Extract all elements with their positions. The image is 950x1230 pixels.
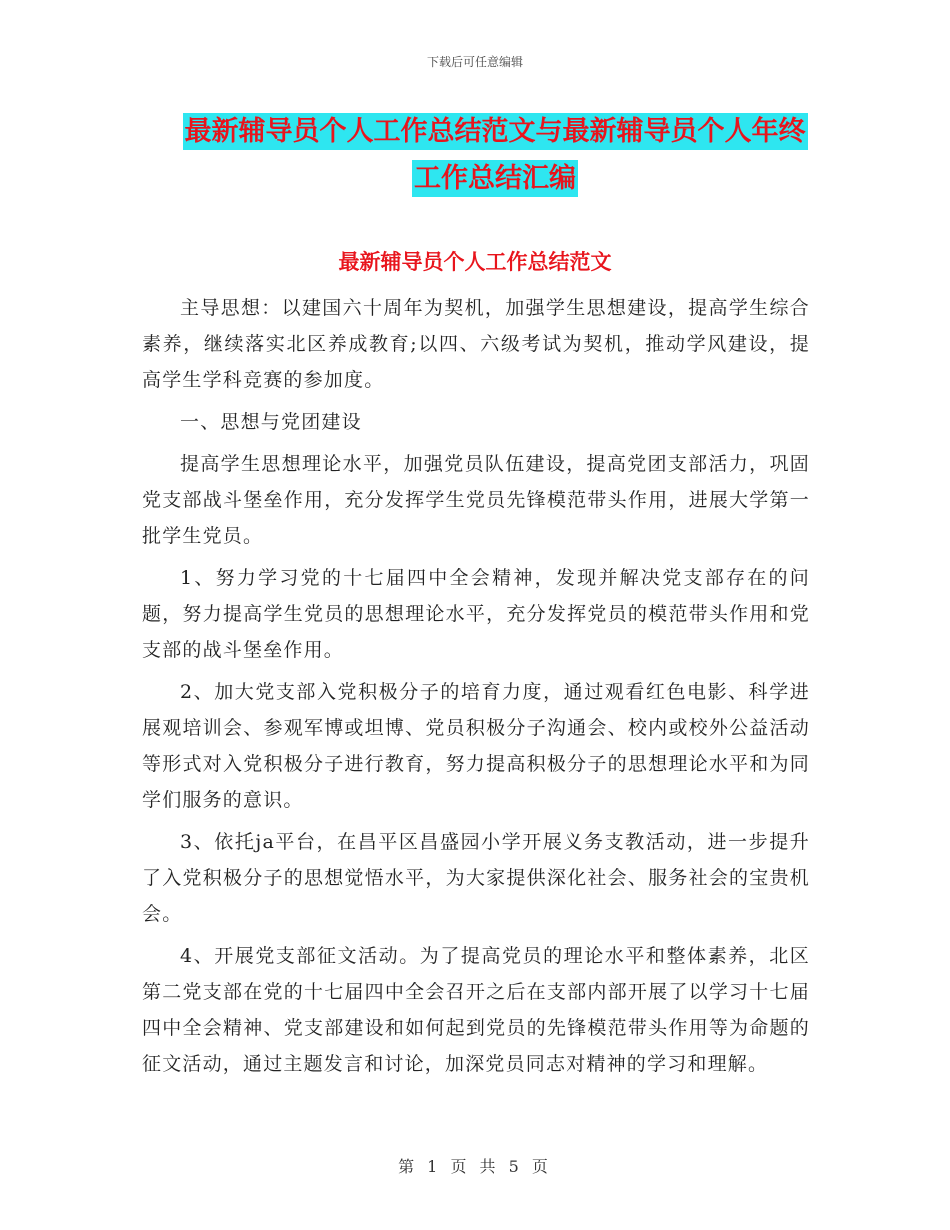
paragraph-3: 1、努力学习党的十七届四中全会精神，发现并解决党支部存在的问题，努力提高学生党员的思想理论水平，充分发挥党员的模范带头作用和党支部的战斗堡垒作用。 xyxy=(142,567,810,661)
paragraph-intro: 主导思想：以建国六十周年为契机，加强学生思想建设，提高学生综合素养，继续落实北区养成教育;以四、六级考试为契机，推动学风建设，提高学生学科竞赛的参加度。 xyxy=(142,297,810,391)
paragraph-4: 2、加大党支部入党积极分子的培育力度，通过观看红色电影、科学进展观培训会、参观军博或坦博、党员积极分子沟通会、校内或校外公益活动等形式对入党积极分子进行教育，努力提高积极分子的思想理论水平和为同学们服务的意识。 xyxy=(142,681,810,811)
document-body xyxy=(142,290,810,1088)
document-title-line2: 工作总结汇编 xyxy=(412,160,578,197)
document-title-line1: 最新辅导员个人工作总结范文与最新辅导员个人年终 xyxy=(183,113,808,150)
page-footer: 第 1 页 共 5 页 xyxy=(398,1157,552,1176)
paragraph-6: 4、开展党支部征文活动。为了提高党员的理论水平和整体素养，北区第二党支部在党的十七届四中全会召开之后在支部内部开展了以学习十七届四中全会精神、党支部建设和如何起到党员的先锋模范带头作用等为命题的征文活动，通过主题发言和讨论，加深党员同志对精神的学习和理解。 xyxy=(142,945,810,1075)
paragraph-heading-1: 一、思想与党团建设 xyxy=(180,411,362,433)
document-title xyxy=(120,108,870,202)
paragraph-5: 3、依托ja平台，在昌平区昌盛园小学开展义务支教活动，进一步提升了入党积极分子的思想觉悟水平，为大家提供深化社会、服务社会的宝贵机会。 xyxy=(142,831,810,925)
section-title: 最新辅导员个人工作总结范文 xyxy=(338,250,612,274)
header-note: 下载后可任意编辑 xyxy=(426,55,523,69)
paragraph-2: 提高学生思想理论水平，加强党员队伍建设，提高党团支部活力，巩固党支部战斗堡垒作用，充分发挥学生党员先锋模范带头作用，进展大学第一批学生党员。 xyxy=(142,453,810,547)
